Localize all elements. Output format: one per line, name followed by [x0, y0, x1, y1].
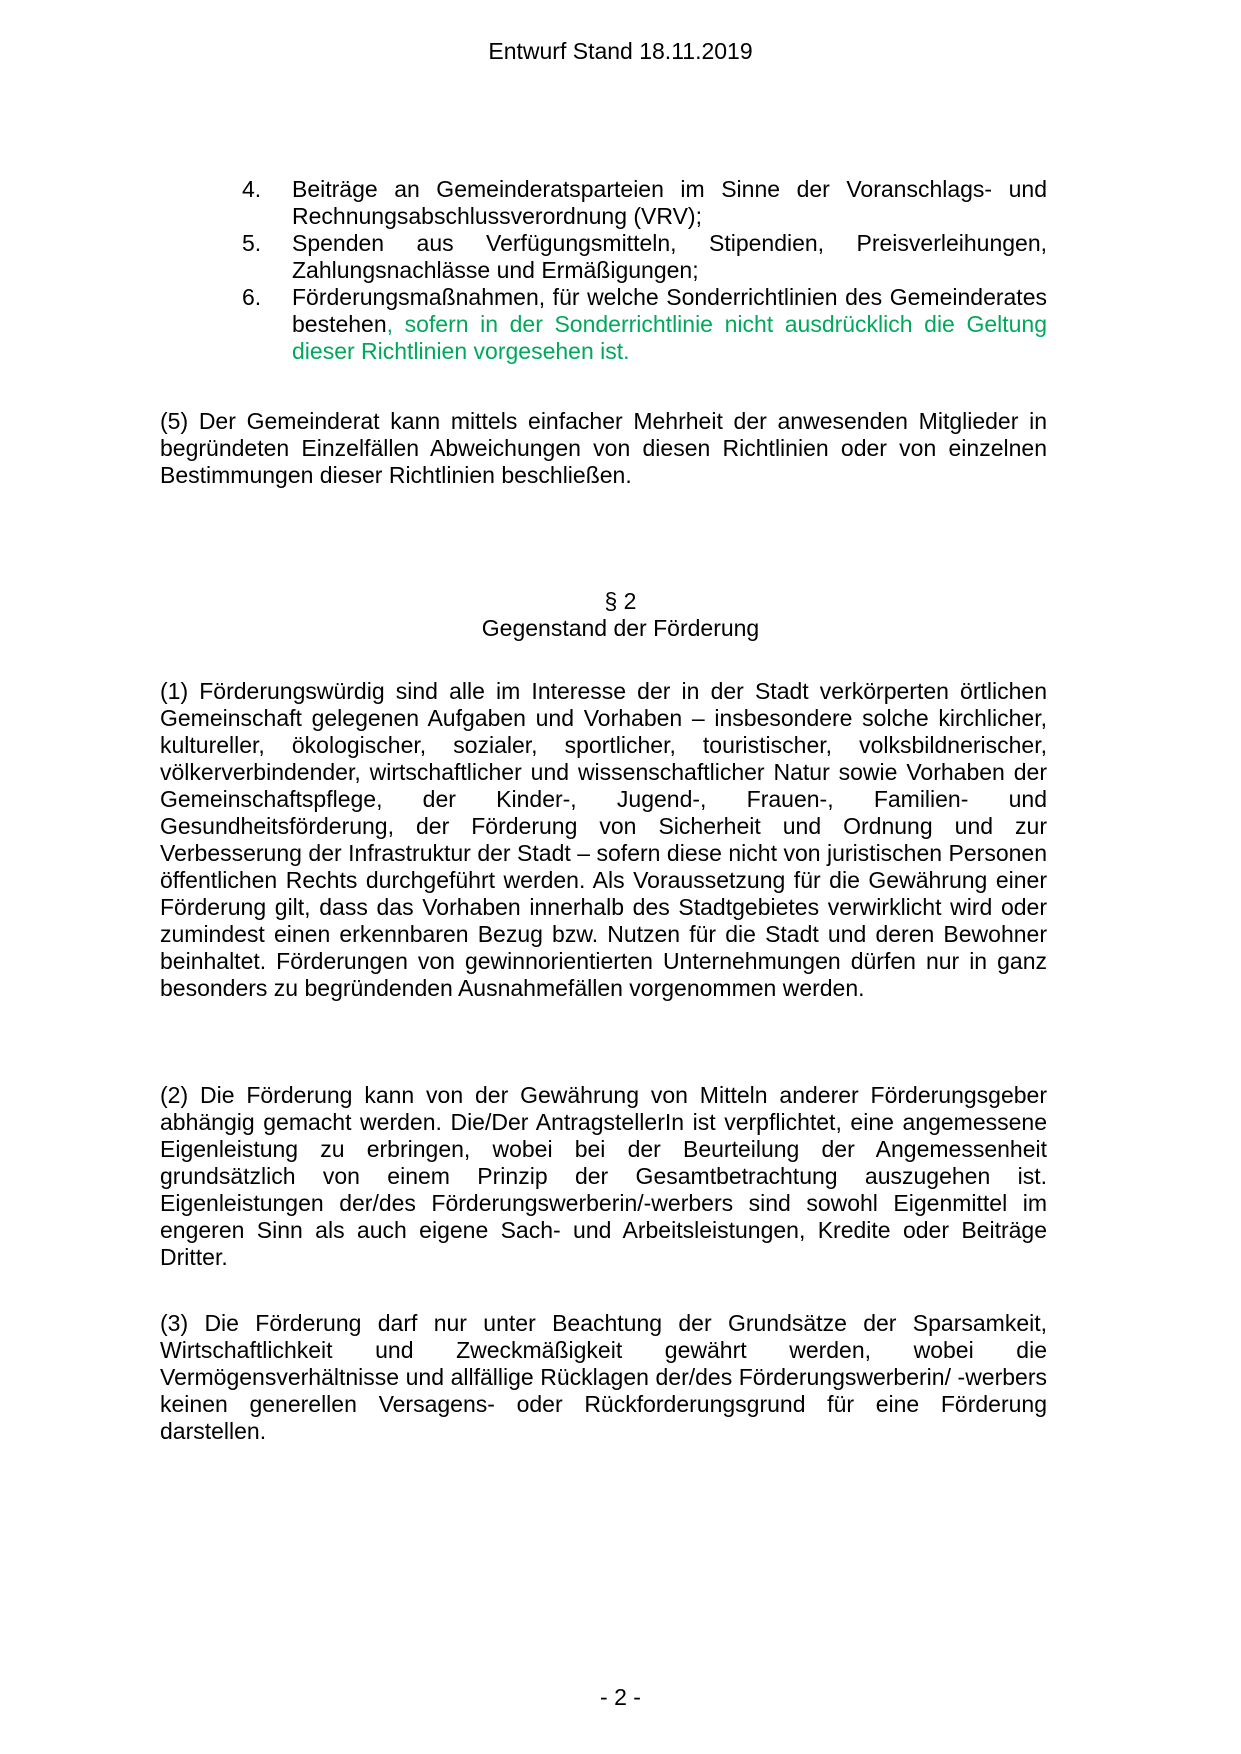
list-item-number: 6. — [242, 284, 262, 310]
list-item-text: Beiträge an Gemeinderatsparteien im Sinne der Voranschlags- und Rechnungsabschlussverordnung (VRV); — [292, 176, 1047, 229]
paragraph-3: (3) Die Förderung darf nur unter Beachtung der Grundsätze der Sparsamkeit, Wirtschaftlichkeit und Zweckmäßigkeit gewährt werden, wobei die Vermögensverhältnisse und allfällige Rücklagen der/des Förderungswerberin/ -werbers keinen generellen Versagens- oder Rückforderungsgrund für eine Förderung darstellen. — [160, 1310, 1047, 1444]
paragraph-1: (1) Förderungswürdig sind alle im Interesse der in der Stadt verkörperten örtlichen Gemeinschaft gelegenen Aufgaben und Vorhaben – insbesondere solche kirchlicher, kultureller, ökologischer, sozialer, sportlicher, touristischer, volksbildnerischer, völkerverbindender, wirtschaftlicher und wissenschaftlicher Natur sowie Vorhaben der Gemeinschaftspflege, der Kinder-, Jugend-, Frauen-, Familien- und Gesundheitsförderung, der Förderung von Sicherheit und Ordnung und zur Verbesserung der Infrastruktur der Stadt – sofern diese nicht von juristischen Personen öffentlichen Rechts durchgeführt werden. Als Voraussetzung für die Gewährung einer Förderung gilt, dass das Vorhaben innerhalb des Stadtgebietes verwirklicht wird oder zumindest einen erkennbaren Bezug bzw. Nutzen für die Stadt und deren Bewohner beinhaltet. Förderungen von gewinnorientierten Unternehmungen dürfen nur in ganz besonders zu begründenden Ausnahmefällen vorgenommen werden. — [160, 678, 1047, 1001]
list-item-number: 5. — [242, 230, 262, 256]
paragraph-2: (2) Die Förderung kann von der Gewährung von Mitteln anderer Förderungsgeber abhängig gemacht werden. Die/Der AntragstellerIn ist verpflichtet, eine angemessene Eigenleistung zu erbringen, wobei bei der Beurteilung der Angemessenheit grundsätzlich von einem Prinzip der Gesamtbetrachtung auszugehen ist. Eigenleistungen der/des Förderungswerberin/-werbers sind sowohl Eigenmittel im engeren Sinn als auch eigene Sach- und Arbeitsleistungen, Kredite oder Beiträge Dritter. — [160, 1082, 1047, 1270]
section-number: § 2 — [604, 588, 637, 614]
list-item — [160, 284, 1047, 365]
list-item-text-default: Förderungsmaßnahmen, für welche Sonderrichtlinien des Gemeinderates bestehen — [292, 284, 1047, 337]
paragraph-5: (5) Der Gemeinderat kann mittels einfacher Mehrheit der anwesenden Mitglieder in begründeten Einzelfällen Abweichungen von diesen Richtlinien oder von einzelnen Bestimmungen dieser Richtlinien beschließen. — [160, 408, 1047, 488]
list-item-text — [292, 284, 1047, 365]
list-item-number: 4. — [242, 176, 262, 202]
list-item-text-highlighted: , sofern in der Sonderrichtlinie nicht ausdrücklich die Geltung dieser Richtlinien vorgesehen ist. — [292, 311, 1047, 364]
list-item-text: Spenden aus Verfügungsmitteln, Stipendien, Preisverleihungen, Zahlungsnachlässe und Ermäßigungen; — [292, 230, 1047, 283]
list-item — [160, 230, 1047, 284]
numbered-list — [160, 176, 1047, 365]
page-number: - 2 - — [600, 1684, 641, 1710]
section-heading — [0, 588, 1241, 642]
section-title: Gegenstand der Förderung — [481, 615, 760, 641]
draft-status-header: Entwurf Stand 18.11.2019 — [488, 38, 753, 64]
list-item — [160, 176, 1047, 230]
